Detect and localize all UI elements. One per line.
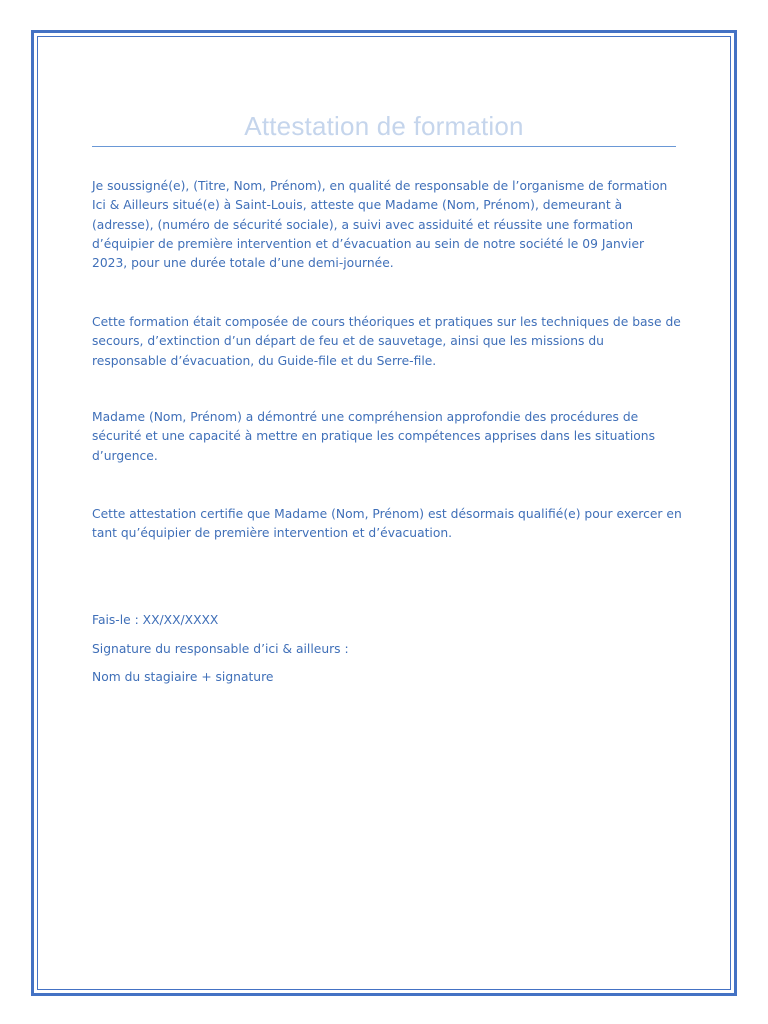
stagiaire-signature-line: Nom du stagiaire + signature [92,670,274,684]
signature-responsable-line: Signature du responsable d’ici & ailleurs : [92,642,349,656]
paragraph-competences: Madame (Nom, Prénom) a démontré une compréhension approfondie des procédures de sécurité et une capacité à mettre en pratique les compétences apprises dans les situations d’urgence. [92,410,655,463]
paragraph-contenu-formation: Cette formation était composée de cours théoriques et pratiques sur les techniques de base de secours, d’extinction d’un départ de feu et de sauvetage, ainsi que les missions du responsable d’évacuation, du Guide-file et du Serre-file. [92,315,681,368]
paragraph-attestation: Je soussigné(e), (Titre, Nom, Prénom), en qualité de responsable de l’organisme de formation Ici & Ailleurs situé(e) à Saint-Louis, atteste que Madame (Nom, Prénom), demeurant à (adresse), (numéro de sécurité sociale), a suivi avec assiduité et réussite une formation d’équipier de première intervention et d’évacuation au sein de notre société le 09 Janvier 2023, pour une durée totale d’une demi-journée. [92,179,668,271]
document-title: Attestation de formation [244,111,524,141]
title-underline [92,146,676,147]
date-line: Fais-le : XX/XX/XXXX [92,613,219,627]
paragraph-certification: Cette attestation certifie que Madame (Nom, Prénom) est désormais qualifié(e) pour exercer en tant qu’équipier de première intervention et d’évacuation. [92,507,682,541]
